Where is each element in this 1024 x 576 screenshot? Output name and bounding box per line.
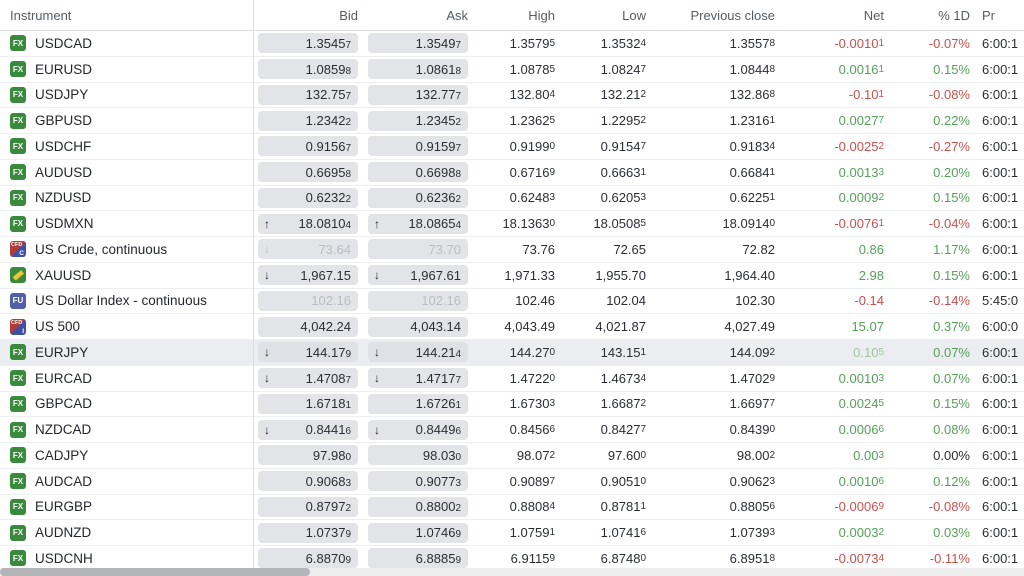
low-value: 0.9051 0 (600, 473, 646, 489)
ask-button[interactable] (368, 394, 468, 414)
bid-button[interactable] (258, 188, 358, 208)
previous-close-value: 132.86 8 (729, 87, 775, 103)
price-time-value: 6:00:1 (982, 525, 1019, 541)
ask-value: 1.08618 (415, 61, 461, 77)
previous-close-value: 0.9183 4 (729, 138, 775, 154)
high-value: 0.8808 4 (509, 499, 555, 515)
bid-value: 0.91567 (305, 138, 351, 154)
bid-value: 0.62322 (305, 190, 351, 206)
table-row[interactable] (0, 57, 1024, 83)
ask-value: 1.23452 (415, 113, 461, 129)
percent-1d-value: -0.07% (928, 35, 970, 51)
instrument-name: EURCAD (35, 370, 93, 386)
ask-button[interactable] (368, 548, 468, 568)
percent-1d-value: 0.07% (933, 344, 970, 360)
net-change-value: 0.0010 3 (838, 370, 884, 386)
high-value: 18.1363 0 (502, 216, 555, 232)
cfd-icon: CFD C (11, 242, 24, 258)
price-direction-arrow-icon: ↓ (374, 345, 380, 360)
price-time-value: 5:45:0 (982, 293, 1019, 309)
bid-button[interactable] (258, 368, 358, 388)
bid-value: 1.23422 (305, 113, 351, 129)
price-time-value: 6:00:1 (982, 241, 1019, 257)
column-header-percent-1d[interactable]: % 1D (938, 7, 970, 23)
bid-value: 0.84416 (305, 422, 351, 438)
high-value: 0.9089 7 (509, 473, 555, 489)
price-time-value: 6:00:1 (982, 267, 1019, 283)
ask-value: 6.88859 (415, 550, 461, 566)
net-change-value: -0.14 (854, 293, 884, 309)
previous-close-value: 102.30 (735, 293, 775, 309)
low-value: 1,955.70 (595, 267, 646, 283)
high-value: 144.27 0 (509, 344, 555, 360)
instrument-name: US Dollar Index - continuous (35, 293, 207, 309)
price-time-value: 6:00:1 (982, 190, 1019, 206)
price-time-value: 6:00:1 (982, 447, 1019, 463)
bid-button[interactable] (258, 162, 358, 182)
bid-button[interactable] (258, 214, 358, 234)
previous-close-value: 0.8805 6 (729, 499, 775, 515)
bid-value: 1.07379 (305, 525, 351, 541)
previous-close-value: 0.6225 1 (729, 190, 775, 206)
percent-1d-value: 0.12% (933, 473, 970, 489)
fx-icon: FX (10, 35, 26, 51)
low-value: 1.4673 4 (600, 370, 646, 386)
instrument-name: GBPCAD (35, 396, 93, 412)
bid-button[interactable] (258, 420, 358, 440)
price-time-value: 6:00:1 (982, 216, 1019, 232)
percent-1d-value: 0.15% (933, 190, 970, 206)
table-row[interactable] (0, 495, 1024, 521)
low-value: 0.9154 7 (600, 138, 646, 154)
net-change-value: 0.0003 2 (838, 525, 884, 541)
bid-button[interactable] (258, 394, 358, 414)
ask-value: 0.91597 (415, 138, 461, 154)
percent-1d-value: -0.08% (928, 87, 970, 103)
fx-icon: FX (10, 164, 26, 180)
column-header-previous-close[interactable]: Previous close (690, 7, 775, 23)
percent-1d-value: 1.17% (933, 241, 970, 257)
ask-value: 1.07469 (415, 525, 461, 541)
percent-1d-value: -0.14% (928, 293, 970, 309)
net-change-value: 0.0006 6 (838, 422, 884, 438)
high-value: 98.07 2 (516, 447, 555, 463)
bid-value: 0.87972 (305, 499, 351, 515)
price-time-value: 6:00:1 (982, 113, 1019, 129)
horizontal-scrollbar-thumb[interactable] (0, 568, 310, 576)
high-value: 0.9199 0 (509, 138, 555, 154)
bid-value: 97.980 (312, 447, 351, 463)
fx-icon: FX (10, 370, 26, 386)
fx-icon: FX (10, 422, 26, 438)
bid-button[interactable] (258, 33, 358, 53)
previous-close-value: 0.9062 3 (729, 473, 775, 489)
instrument-name: NZDCAD (35, 422, 92, 438)
instrument-name: NZDUSD (35, 190, 92, 206)
net-change-value: -0.0010 1 (834, 35, 884, 51)
price-time-value: 6:00:1 (982, 396, 1019, 412)
previous-close-value: 1.2316 1 (729, 113, 775, 129)
bid-value: 18.08104 (298, 216, 351, 232)
percent-1d-value: -0.04% (928, 216, 970, 232)
column-header-ask[interactable]: Ask (446, 7, 468, 23)
net-change-value: 0.00 3 (853, 447, 884, 463)
price-time-value: 6:00:1 (982, 344, 1019, 360)
instrument-name: EURUSD (35, 61, 93, 77)
ask-value: 98.030 (422, 447, 461, 463)
previous-close-value: 98.00 2 (736, 447, 775, 463)
table-row[interactable] (0, 289, 1024, 315)
table-row[interactable] (0, 443, 1024, 469)
low-value: 102.04 (606, 293, 646, 309)
ask-value: 0.66988 (415, 164, 461, 180)
fx-icon: FX (10, 87, 26, 103)
gold-bar-icon (10, 267, 26, 283)
table-row[interactable] (0, 134, 1024, 160)
low-value: 1.2295 2 (600, 113, 646, 129)
bid-value: 1.47087 (305, 370, 351, 386)
net-change-value: 0.10 5 (853, 344, 884, 360)
high-value: 4,043.49 (504, 319, 555, 335)
bid-value: 132.757 (305, 87, 351, 103)
ask-button[interactable] (368, 33, 468, 53)
percent-1d-value: 0.07% (933, 370, 970, 386)
low-value: 132.21 2 (600, 87, 646, 103)
percent-1d-value: -0.27% (928, 138, 970, 154)
table-row[interactable] (0, 211, 1024, 237)
high-value: 1.2362 5 (509, 113, 555, 129)
price-direction-arrow-icon: ↓ (264, 242, 270, 257)
fx-icon: FX (10, 216, 26, 232)
percent-1d-value: 0.20% (933, 164, 970, 180)
ask-button[interactable] (368, 523, 468, 543)
instrument-name: AUDNZD (35, 525, 92, 541)
percent-1d-value: 0.37% (933, 319, 970, 335)
column-header-instrument[interactable]: Instrument (10, 7, 72, 23)
price-direction-arrow-icon: ↑ (374, 216, 380, 231)
low-value: 0.8781 1 (600, 499, 646, 515)
low-value: 0.6205 3 (600, 190, 646, 206)
instrument-name: GBPUSD (35, 113, 93, 129)
bid-value: 0.90683 (305, 473, 351, 489)
instrument-name: EURJPY (35, 344, 89, 360)
table-row[interactable] (0, 314, 1024, 340)
price-time-value: 6:00:1 (982, 35, 1019, 51)
fx-icon: FX (10, 499, 26, 515)
ask-button[interactable] (368, 497, 468, 517)
horizontal-scrollbar (0, 568, 1024, 576)
ask-button[interactable] (368, 59, 468, 79)
low-value: 1.0741 6 (600, 525, 646, 541)
price-time-value: 6:00:1 (982, 499, 1019, 515)
ask-button[interactable] (368, 445, 468, 465)
low-value: 6.8748 0 (600, 550, 646, 566)
ask-value: 1,967.61 (410, 267, 461, 283)
ask-button[interactable] (368, 136, 468, 156)
bid-button[interactable] (258, 471, 358, 491)
net-change-value: 0.0027 7 (838, 113, 884, 129)
low-value: 1.3532 4 (600, 35, 646, 51)
bid-button[interactable] (258, 523, 358, 543)
table-row[interactable] (0, 392, 1024, 418)
previous-close-value: 1.3557 8 (729, 35, 775, 51)
bid-button[interactable] (258, 136, 358, 156)
bid-button[interactable] (258, 548, 358, 568)
price-time-value: 6:00:1 (982, 87, 1019, 103)
net-change-value: -0.10 1 (848, 87, 884, 103)
price-direction-arrow-icon: ↓ (264, 345, 270, 360)
low-value: 0.6663 1 (600, 164, 646, 180)
high-value: 73.76 (522, 241, 555, 257)
ask-button[interactable] (368, 239, 468, 259)
ask-button[interactable] (368, 111, 468, 131)
table-body (0, 31, 1024, 572)
low-value: 1.6687 2 (600, 396, 646, 412)
price-direction-arrow-icon: ↑ (264, 216, 270, 231)
instrument-name: USDCAD (35, 35, 93, 51)
fx-icon: FX (10, 344, 26, 360)
fx-icon: FX (10, 473, 26, 489)
bid-value: 1.08598 (305, 61, 351, 77)
high-value: 1,971.33 (504, 267, 555, 283)
table-row[interactable] (0, 520, 1024, 546)
net-change-value: 0.0009 2 (838, 190, 884, 206)
ask-value: 0.90773 (415, 473, 461, 489)
ask-value: 102.16 (421, 293, 461, 309)
price-time-value: 6:00:1 (982, 164, 1019, 180)
table-row[interactable] (0, 186, 1024, 212)
previous-close-value: 1.6697 7 (729, 396, 775, 412)
net-change-value: -0.0076 1 (834, 216, 884, 232)
bid-value: 144.179 (305, 344, 351, 360)
ask-button[interactable] (368, 265, 468, 285)
bid-value: 4,042.24 (300, 319, 351, 335)
table-row[interactable] (0, 108, 1024, 134)
bid-button[interactable] (258, 265, 358, 285)
ask-button[interactable] (368, 368, 468, 388)
frozen-column-divider (253, 0, 254, 568)
high-value: 0.8456 6 (509, 422, 555, 438)
high-value: 1.6730 3 (509, 396, 555, 412)
price-time-value: 6:00:1 (982, 550, 1019, 566)
fx-icon: FX (10, 550, 26, 566)
instrument-name: USDJPY (35, 87, 89, 103)
previous-close-value: 0.6684 1 (729, 164, 775, 180)
low-value: 0.8427 7 (600, 422, 646, 438)
ask-value: 1.47177 (415, 370, 461, 386)
previous-close-value: 72.82 (742, 241, 775, 257)
instrument-name: EURGBP (35, 499, 93, 515)
bid-value: 6.88709 (305, 550, 351, 566)
ask-button[interactable] (368, 85, 468, 105)
ask-value: 1.67261 (415, 396, 461, 412)
ask-button[interactable] (368, 291, 468, 311)
column-header-low[interactable]: Low (622, 7, 646, 23)
instrument-name: AUDUSD (35, 164, 93, 180)
high-value: 1.0878 5 (509, 61, 555, 77)
price-direction-arrow-icon: ↓ (264, 268, 270, 283)
table-row[interactable] (0, 160, 1024, 186)
ask-value: 73.70 (428, 241, 461, 257)
column-header-net[interactable]: Net (863, 7, 884, 23)
ask-value: 1.35497 (415, 35, 461, 51)
net-change-value: -0.0073 4 (834, 550, 884, 566)
ask-button[interactable] (368, 188, 468, 208)
table-row[interactable] (0, 366, 1024, 392)
ask-value: 132.777 (415, 87, 461, 103)
ask-value: 144.214 (415, 344, 461, 360)
high-value: 0.6248 3 (509, 190, 555, 206)
instrument-name: USDCNH (35, 550, 93, 566)
price-direction-arrow-icon: ↓ (374, 371, 380, 386)
ask-value: 0.88002 (415, 499, 461, 515)
low-value: 143.15 1 (600, 344, 646, 360)
column-header-bid[interactable]: Bid (339, 7, 358, 23)
bid-button[interactable] (258, 111, 358, 131)
price-time-value: 6:00:1 (982, 473, 1019, 489)
fx-icon: FX (10, 447, 26, 463)
table-row[interactable] (0, 417, 1024, 443)
futures-icon: FU (10, 293, 26, 309)
high-value: 132.80 4 (509, 87, 555, 103)
low-value: 97.60 0 (607, 447, 646, 463)
net-change-value: 0.0016 1 (838, 61, 884, 77)
ask-button[interactable] (368, 317, 468, 337)
price-direction-arrow-icon: ↓ (374, 268, 380, 283)
previous-close-value: 0.8439 0 (729, 422, 775, 438)
column-header-price-time[interactable]: Pr (982, 7, 995, 23)
instrument-name: US 500 (35, 319, 81, 335)
bid-value: 1,967.15 (300, 267, 351, 283)
previous-close-value: 1.0844 8 (729, 61, 775, 77)
net-change-value: 0.0010 6 (838, 473, 884, 489)
percent-1d-value: -0.11% (929, 550, 970, 566)
high-value: 102.46 (515, 293, 555, 309)
price-time-value: 6:00:0 (982, 319, 1019, 335)
price-direction-arrow-icon: ↓ (374, 422, 380, 437)
price-time-value: 6:00:1 (982, 138, 1019, 154)
price-time-value: 6:00:1 (982, 422, 1019, 438)
fx-icon: FX (10, 525, 26, 541)
percent-1d-value: 0.00% (933, 447, 970, 463)
table-row[interactable] (0, 263, 1024, 289)
table-row[interactable] (0, 237, 1024, 263)
fx-icon: FX (10, 113, 26, 129)
low-value: 18.0508 5 (593, 216, 646, 232)
bid-value: 1.67181 (305, 396, 351, 412)
instrument-name: CADJPY (35, 447, 89, 463)
fx-icon: FX (10, 190, 26, 206)
instrument-name: USDMXN (35, 216, 94, 232)
instrument-name: AUDCAD (35, 473, 93, 489)
bid-button[interactable] (258, 239, 358, 259)
low-value: 1.0824 7 (600, 61, 646, 77)
previous-close-value: 144.09 2 (729, 344, 775, 360)
percent-1d-value: 0.08% (933, 422, 970, 438)
ask-button[interactable] (368, 214, 468, 234)
previous-close-value: 1,964.40 (724, 267, 775, 283)
net-change-value: -0.0006 9 (834, 499, 884, 515)
ask-value: 0.84496 (415, 422, 461, 438)
net-change-value: 0.0024 5 (838, 396, 884, 412)
bid-button[interactable] (258, 59, 358, 79)
ask-button[interactable] (368, 162, 468, 182)
cfd-icon: CFD I (11, 319, 24, 335)
net-change-value: 15.07 (851, 319, 884, 335)
instrument-name: US Crude, continuous (35, 241, 168, 257)
table-row[interactable] (0, 340, 1024, 366)
table-row[interactable] (0, 83, 1024, 109)
price-direction-arrow-icon: ↓ (264, 422, 270, 437)
bid-value: 0.66958 (305, 164, 351, 180)
net-change-value: -0.0025 2 (834, 138, 884, 154)
bid-value: 73.64 (318, 241, 351, 257)
low-value: 72.65 (613, 241, 646, 257)
bid-value: 1.35457 (305, 35, 351, 51)
previous-close-value: 4,027.49 (724, 319, 775, 335)
percent-1d-value: 0.22% (933, 113, 970, 129)
table-row[interactable] (0, 469, 1024, 495)
ask-button[interactable] (368, 420, 468, 440)
ask-button[interactable] (368, 342, 468, 362)
table-row[interactable] (0, 31, 1024, 57)
bid-button[interactable] (258, 497, 358, 517)
fx-icon: FX (10, 396, 26, 412)
low-value: 4,021.87 (595, 319, 646, 335)
high-value: 1.3579 5 (509, 35, 555, 51)
high-value: 6.9115 9 (510, 550, 555, 566)
percent-1d-value: -0.08% (928, 499, 970, 515)
bid-value: 102.16 (311, 293, 351, 309)
previous-close-value: 18.0914 0 (722, 216, 775, 232)
price-direction-arrow-icon: ↓ (264, 371, 270, 386)
previous-close-value: 1.4702 9 (729, 370, 775, 386)
bid-button[interactable] (258, 317, 358, 337)
bid-button[interactable] (258, 342, 358, 362)
net-change-value: 0.0013 3 (838, 164, 884, 180)
percent-1d-value: 0.15% (933, 267, 970, 283)
high-value: 1.4722 0 (509, 370, 555, 386)
percent-1d-value: 0.15% (933, 396, 970, 412)
ask-button[interactable] (368, 471, 468, 491)
instrument-name: USDCHF (35, 138, 92, 154)
bid-button[interactable] (258, 291, 358, 311)
bid-button[interactable] (258, 445, 358, 465)
previous-close-value: 6.8951 8 (729, 550, 775, 566)
percent-1d-value: 0.15% (933, 61, 970, 77)
price-time-value: 6:00:1 (982, 61, 1019, 77)
ask-value: 18.08654 (408, 216, 461, 232)
ask-value: 0.62362 (415, 190, 461, 206)
column-header-high[interactable]: High (528, 7, 555, 23)
fx-icon: FX (10, 61, 26, 77)
fx-icon: FX (10, 138, 26, 154)
percent-1d-value: 0.03% (933, 525, 970, 541)
high-value: 1.0759 1 (509, 525, 555, 541)
price-time-value: 6:00:1 (982, 370, 1019, 386)
previous-close-value: 1.0739 3 (729, 525, 775, 541)
high-value: 0.6716 9 (509, 164, 555, 180)
net-change-value: 0.86 (858, 241, 884, 257)
table-header (0, 0, 1024, 31)
instrument-name: XAUUSD (35, 267, 92, 283)
bid-button[interactable] (258, 85, 358, 105)
ask-value: 4,043.14 (410, 319, 461, 335)
net-change-value: 2.98 (858, 267, 884, 283)
